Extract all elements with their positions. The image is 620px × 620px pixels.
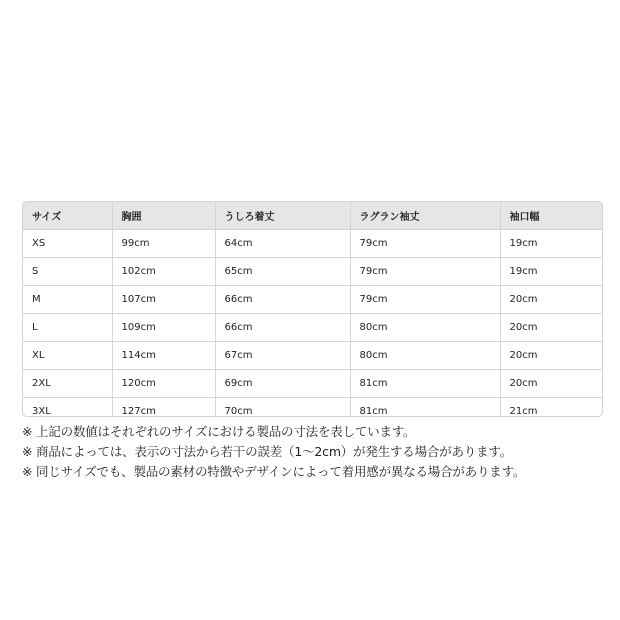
cell-back-length: 66cm [215, 286, 350, 314]
cell-cuff-width: 20cm [500, 342, 603, 370]
cell-chest: 127cm [112, 398, 215, 418]
cell-raglan-sleeve: 79cm [350, 230, 500, 258]
header-size: サイズ [23, 202, 112, 230]
cell-back-length: 64cm [215, 230, 350, 258]
header-chest: 胸囲 [112, 202, 215, 230]
cell-raglan-sleeve: 79cm [350, 286, 500, 314]
table-row [23, 398, 603, 418]
table-row [23, 370, 603, 398]
cell-cuff-width: 19cm [500, 258, 603, 286]
cell-back-length: 70cm [215, 398, 350, 418]
cell-raglan-sleeve: 79cm [350, 258, 500, 286]
cell-size: XL [23, 342, 112, 370]
cell-back-length: 67cm [215, 342, 350, 370]
header-back-length: うしろ着丈 [215, 202, 350, 230]
cell-raglan-sleeve: 81cm [350, 398, 500, 418]
cell-chest: 114cm [112, 342, 215, 370]
cell-size: S [23, 258, 112, 286]
cell-size: M [23, 286, 112, 314]
header-cuff-width: 袖口幅 [500, 202, 603, 230]
cell-size: 2XL [23, 370, 112, 398]
cell-size: 3XL [23, 398, 112, 418]
cell-raglan-sleeve: 80cm [350, 314, 500, 342]
table-row [23, 286, 603, 314]
cell-back-length: 66cm [215, 314, 350, 342]
cell-chest: 107cm [112, 286, 215, 314]
cell-raglan-sleeve: 81cm [350, 370, 500, 398]
cell-cuff-width: 19cm [500, 230, 603, 258]
cell-chest: 109cm [112, 314, 215, 342]
cell-raglan-sleeve: 80cm [350, 342, 500, 370]
size-chart [22, 201, 603, 417]
cell-back-length: 69cm [215, 370, 350, 398]
table-row [23, 342, 603, 370]
size-notes [22, 422, 612, 482]
note-fit: ※ 同じサイズでも、製品の素材の特徴やデザインによって着用感が異なる場合があります。 [22, 464, 526, 479]
cell-size: XS [23, 230, 112, 258]
size-table [23, 202, 603, 417]
cell-chest: 120cm [112, 370, 215, 398]
cell-chest: 102cm [112, 258, 215, 286]
cell-cuff-width: 20cm [500, 286, 603, 314]
cell-chest: 99cm [112, 230, 215, 258]
table-row [23, 314, 603, 342]
table-header-row [23, 202, 603, 230]
cell-cuff-width: 20cm [500, 370, 603, 398]
note-tolerance: ※ 商品によっては、表示の寸法から若干の誤差（1〜2cm）が発生する場合があります。 [22, 444, 513, 459]
table-row [23, 230, 603, 258]
cell-back-length: 65cm [215, 258, 350, 286]
header-raglan-sleeve: ラグラン袖丈 [350, 202, 500, 230]
note-measurement: ※ 上記の数値はそれぞれのサイズにおける製品の寸法を表しています。 [22, 424, 416, 439]
cell-cuff-width: 21cm [509, 406, 538, 417]
cell-size: L [23, 314, 112, 342]
table-row [23, 258, 603, 286]
cell-cuff-width: 20cm [500, 314, 603, 342]
